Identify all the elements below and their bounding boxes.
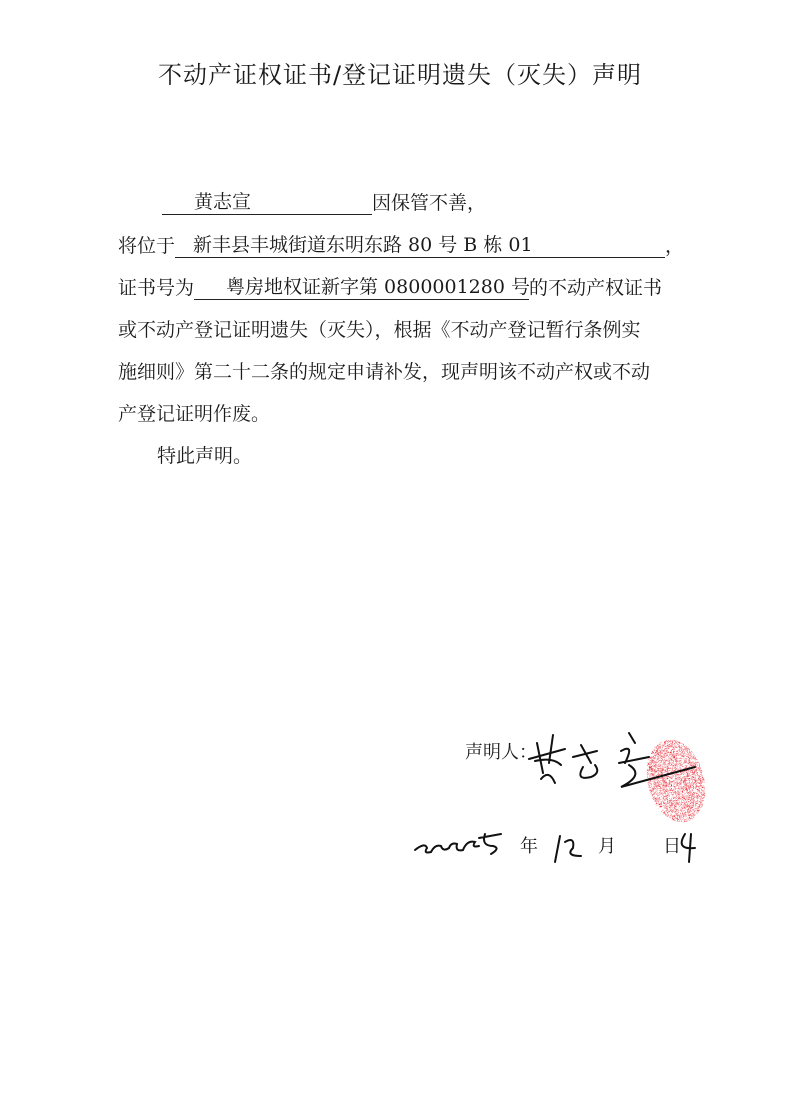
- date-line: [405, 820, 705, 870]
- body-line-6: 产登记证明作废。: [118, 403, 271, 425]
- address-blank: [175, 235, 665, 258]
- fingerprint-icon: [638, 733, 714, 823]
- body-line-4: 或不动产登记证明遗失（灭失），根据《不动产登记暂行条例实: [118, 319, 641, 341]
- body-line-5: 施细则》第二十二条的规定申请补发，现声明该不动产权或不动: [118, 361, 651, 383]
- day-unit: 日: [663, 836, 681, 857]
- fingerprint-and-signature-icon: [525, 713, 795, 823]
- line2-prefix: 将位于: [118, 235, 176, 257]
- year-unit: 年: [520, 836, 538, 857]
- line3-prefix: 证书号为: [118, 277, 195, 299]
- line3-suffix: 的不动产权证书: [529, 277, 663, 299]
- property-address: 新丰县丰城街道东明东路 80 号 B 栋 01: [193, 234, 533, 256]
- certificate-number: 粤房地权证新字第 0800001280 号: [226, 276, 530, 298]
- declarant-line: [162, 188, 486, 215]
- address-line: [118, 231, 684, 258]
- line1-suffix: 因保管不善，: [372, 192, 487, 214]
- certificate-blank: [194, 277, 529, 300]
- month-unit: 月: [598, 836, 616, 857]
- certificate-line: [118, 273, 662, 300]
- declarant-name-blank: [162, 192, 372, 215]
- handwritten-date-icon: [405, 820, 705, 870]
- signature-label: 声明人：: [465, 742, 537, 763]
- closing-text: 特此声明。: [157, 445, 253, 467]
- line2-suffix: ，: [665, 235, 685, 257]
- document-title: 不动产证权证书/登记证明遗失（灭失）声明: [157, 61, 643, 89]
- declarant-name: 黄志宣: [194, 191, 252, 213]
